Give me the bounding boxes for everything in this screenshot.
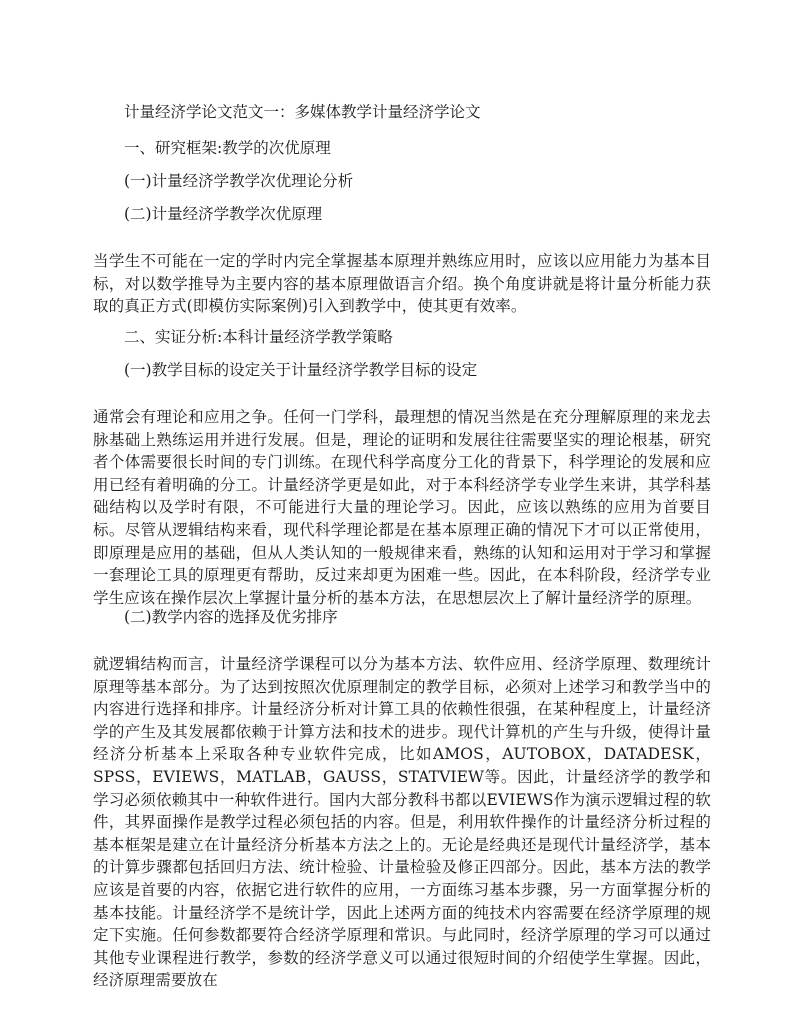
paragraph-3: 就逻辑结构而言，计量经济学课程可以分为基本方法、软件应用、经济学原理、数理统计原理等基本部分。为了达到按照次优原理制定的教学目标，必须对上述学习和教学当中的内容进行选择和排序。计量经济分析对计算工具的依赖性很强，在某种程度上，计量经济学的产生及其发展都依赖于计算方法和技术的进步。现代计算机的产生与升级，使得计量经济分析基本上采取各种专业软件完成，比如AMOS，AUTOBOX，DATADESK，SPSS，EVIEWS，MATLAB，GAUSS，STATVIEW等。因此，计量经济学的教学和学习必须依赖其中一种软件进行。国内大部分教科书都以EVIEWS作为演示逻辑过程的软件，其界面操作是教学过程必须包括的内容。但是，利用软件操作的计量经济分析过程的基本框架是建立在计量经济分析基本方法之上的。无论是经典还是现代计量经济学，基本的计算步骤都包括回归方法、统计检验、计量检验及修正四部分。因此，基本方法的教学应该是首要的内容，依据它进行软件的应用，一方面练习基本步骤，另一方面掌握分析的基本技能。计量经济学不是统计学，因此上述两方面的纯技术内容需要在经济学原理的规定下实施。任何参数都要符合经济学原理和常识。与此同时，经济学原理的学习可以通过其他专业课程进行教学，参数的经济学意义可以通过很短时间的介绍使学生掌握。因此，经济原理需要放在 bbox=[93, 655, 711, 990]
document-title: 计量经济学论文范文一：多媒体教学计量经济学论文 bbox=[124, 103, 481, 121]
subsection-heading-2-1: (一)教学目标的设定关于计量经济学教学目标的设定 bbox=[124, 361, 478, 379]
paragraph-2: 通常会有理论和应用之争。任何一门学科，最理想的情况当然是在充分理解原理的来龙去脉基础上熟练运用并进行发展。但是，理论的证明和发展往往需要坚实的理论根基，研究者个体需要很长时间的专门训练。在现代科学高度分工化的背景下，科学理论的发展和应用已经有着明确的分工。计量经济学更是如此，对于本科经济学专业学生来讲，其学科基础结构以及学时有限，不可能进行大量的理论学习。因此，应该以熟练的应用为首要目标。尽管从逻辑结构来看，现代科学理论都是在基本原理正确的情况下才可以正常使用，即原理是应用的基础，但从人类认知的一般规律来看，熟练的认知和运用对于学习和掌握一套理论工具的原理更有帮助，反过来却更为困难一些。因此，在本科阶段，经济学专业学生应该在操作层次上掌握计量分析的基本方法，在思想层次上了解计量经济学的原理。 bbox=[93, 408, 711, 607]
subsection-heading-2-2: (二)教学内容的选择及优劣排序 bbox=[124, 608, 338, 626]
paragraph-1: 当学生不可能在一定的学时内完全掌握基本原理并熟练应用时，应该以应用能力为基本目标，对以数学推导为主要内容的基本原理做语言介绍。换个角度讲就是将计量分析能力获取的真正方式(即模仿实际案例)引入到教学中，使其更有效率。 bbox=[93, 252, 711, 316]
subsection-heading-1-1: (一)计量经济学教学次优理论分析 bbox=[124, 172, 354, 190]
section-heading-1: 一、研究框架:教学的次优原理 bbox=[124, 139, 331, 157]
section-heading-2: 二、实证分析:本科计量经济学教学策略 bbox=[124, 328, 393, 346]
subsection-heading-1-2: (二)计量经济学教学次优原理 bbox=[124, 205, 323, 223]
